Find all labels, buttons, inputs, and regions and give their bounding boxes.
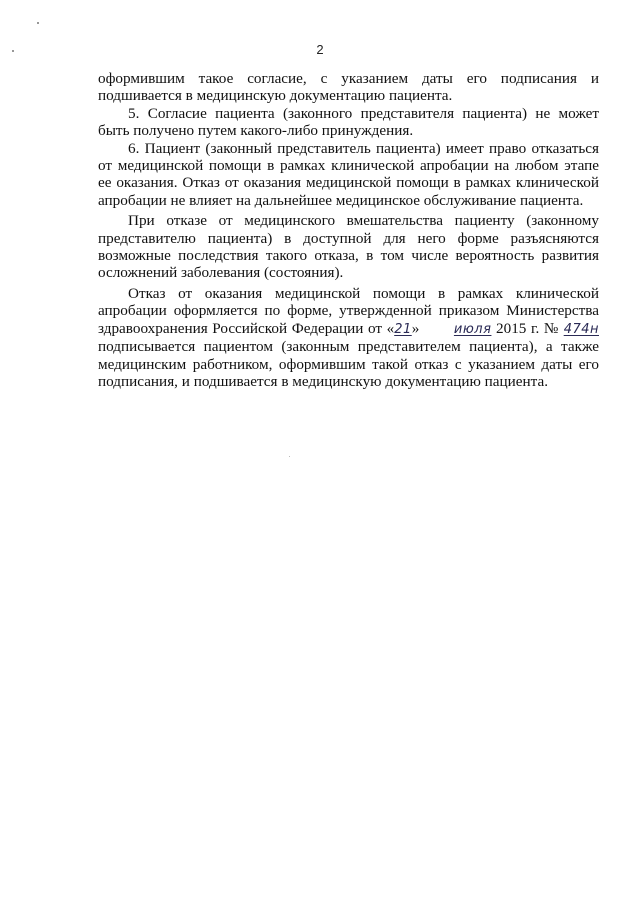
page-number: 2 — [316, 42, 324, 57]
paragraph-item-5: 5. Согласие пациента (законного представителя пациента) не может быть получено путем какого-либо принуждения. — [98, 104, 599, 140]
scan-speck — [289, 456, 290, 457]
paragraph-refusal-consequences: При отказе от медицинского вмешательства пациенту (законному представителю пациента) в доступной для него форме разъясняются возможные последствия такого отказа, в том числе вероятность развития осложнений заболевания (состояния). — [98, 212, 599, 282]
handwritten-day: 21 — [394, 321, 412, 337]
refusal-text-start: Отказ от оказания медицинской помощи в рамках клинической апробации оформляется по форме, утвержденной приказом Министерства здравоохранения Российской Федерации от « — [98, 284, 599, 337]
paragraph-item-6: 6. Пациент (законный представитель пациента) имеет право отказаться от медицинской помощи в рамках клинической апробации на любом этапе ее оказания. Отказ от оказания медицинской помощи в рамках клинической апробации не влияет на дальнейшее медицинское обслуживание пациента. — [98, 139, 599, 209]
scan-mark — [37, 22, 39, 24]
document-body — [98, 70, 599, 390]
handwritten-order-number: 474н — [563, 321, 599, 337]
quote-close: » — [411, 319, 424, 337]
refusal-text-end: подписывается пациентом (законным представителем пациента), а также медицинским работником, оформившим такой отказ с указанием даты его подписания, и подшивается в медицинскую документацию пациента. — [98, 338, 599, 390]
handwritten-month: июля — [453, 321, 492, 337]
paragraph-refusal-form — [98, 285, 599, 390]
paragraph-continuation: оформившим такое согласие, с указанием даты его подписания и подшивается в медицинскую документацию пациента. — [98, 70, 599, 105]
year-and-number-label: 2015 г. № — [491, 319, 564, 337]
